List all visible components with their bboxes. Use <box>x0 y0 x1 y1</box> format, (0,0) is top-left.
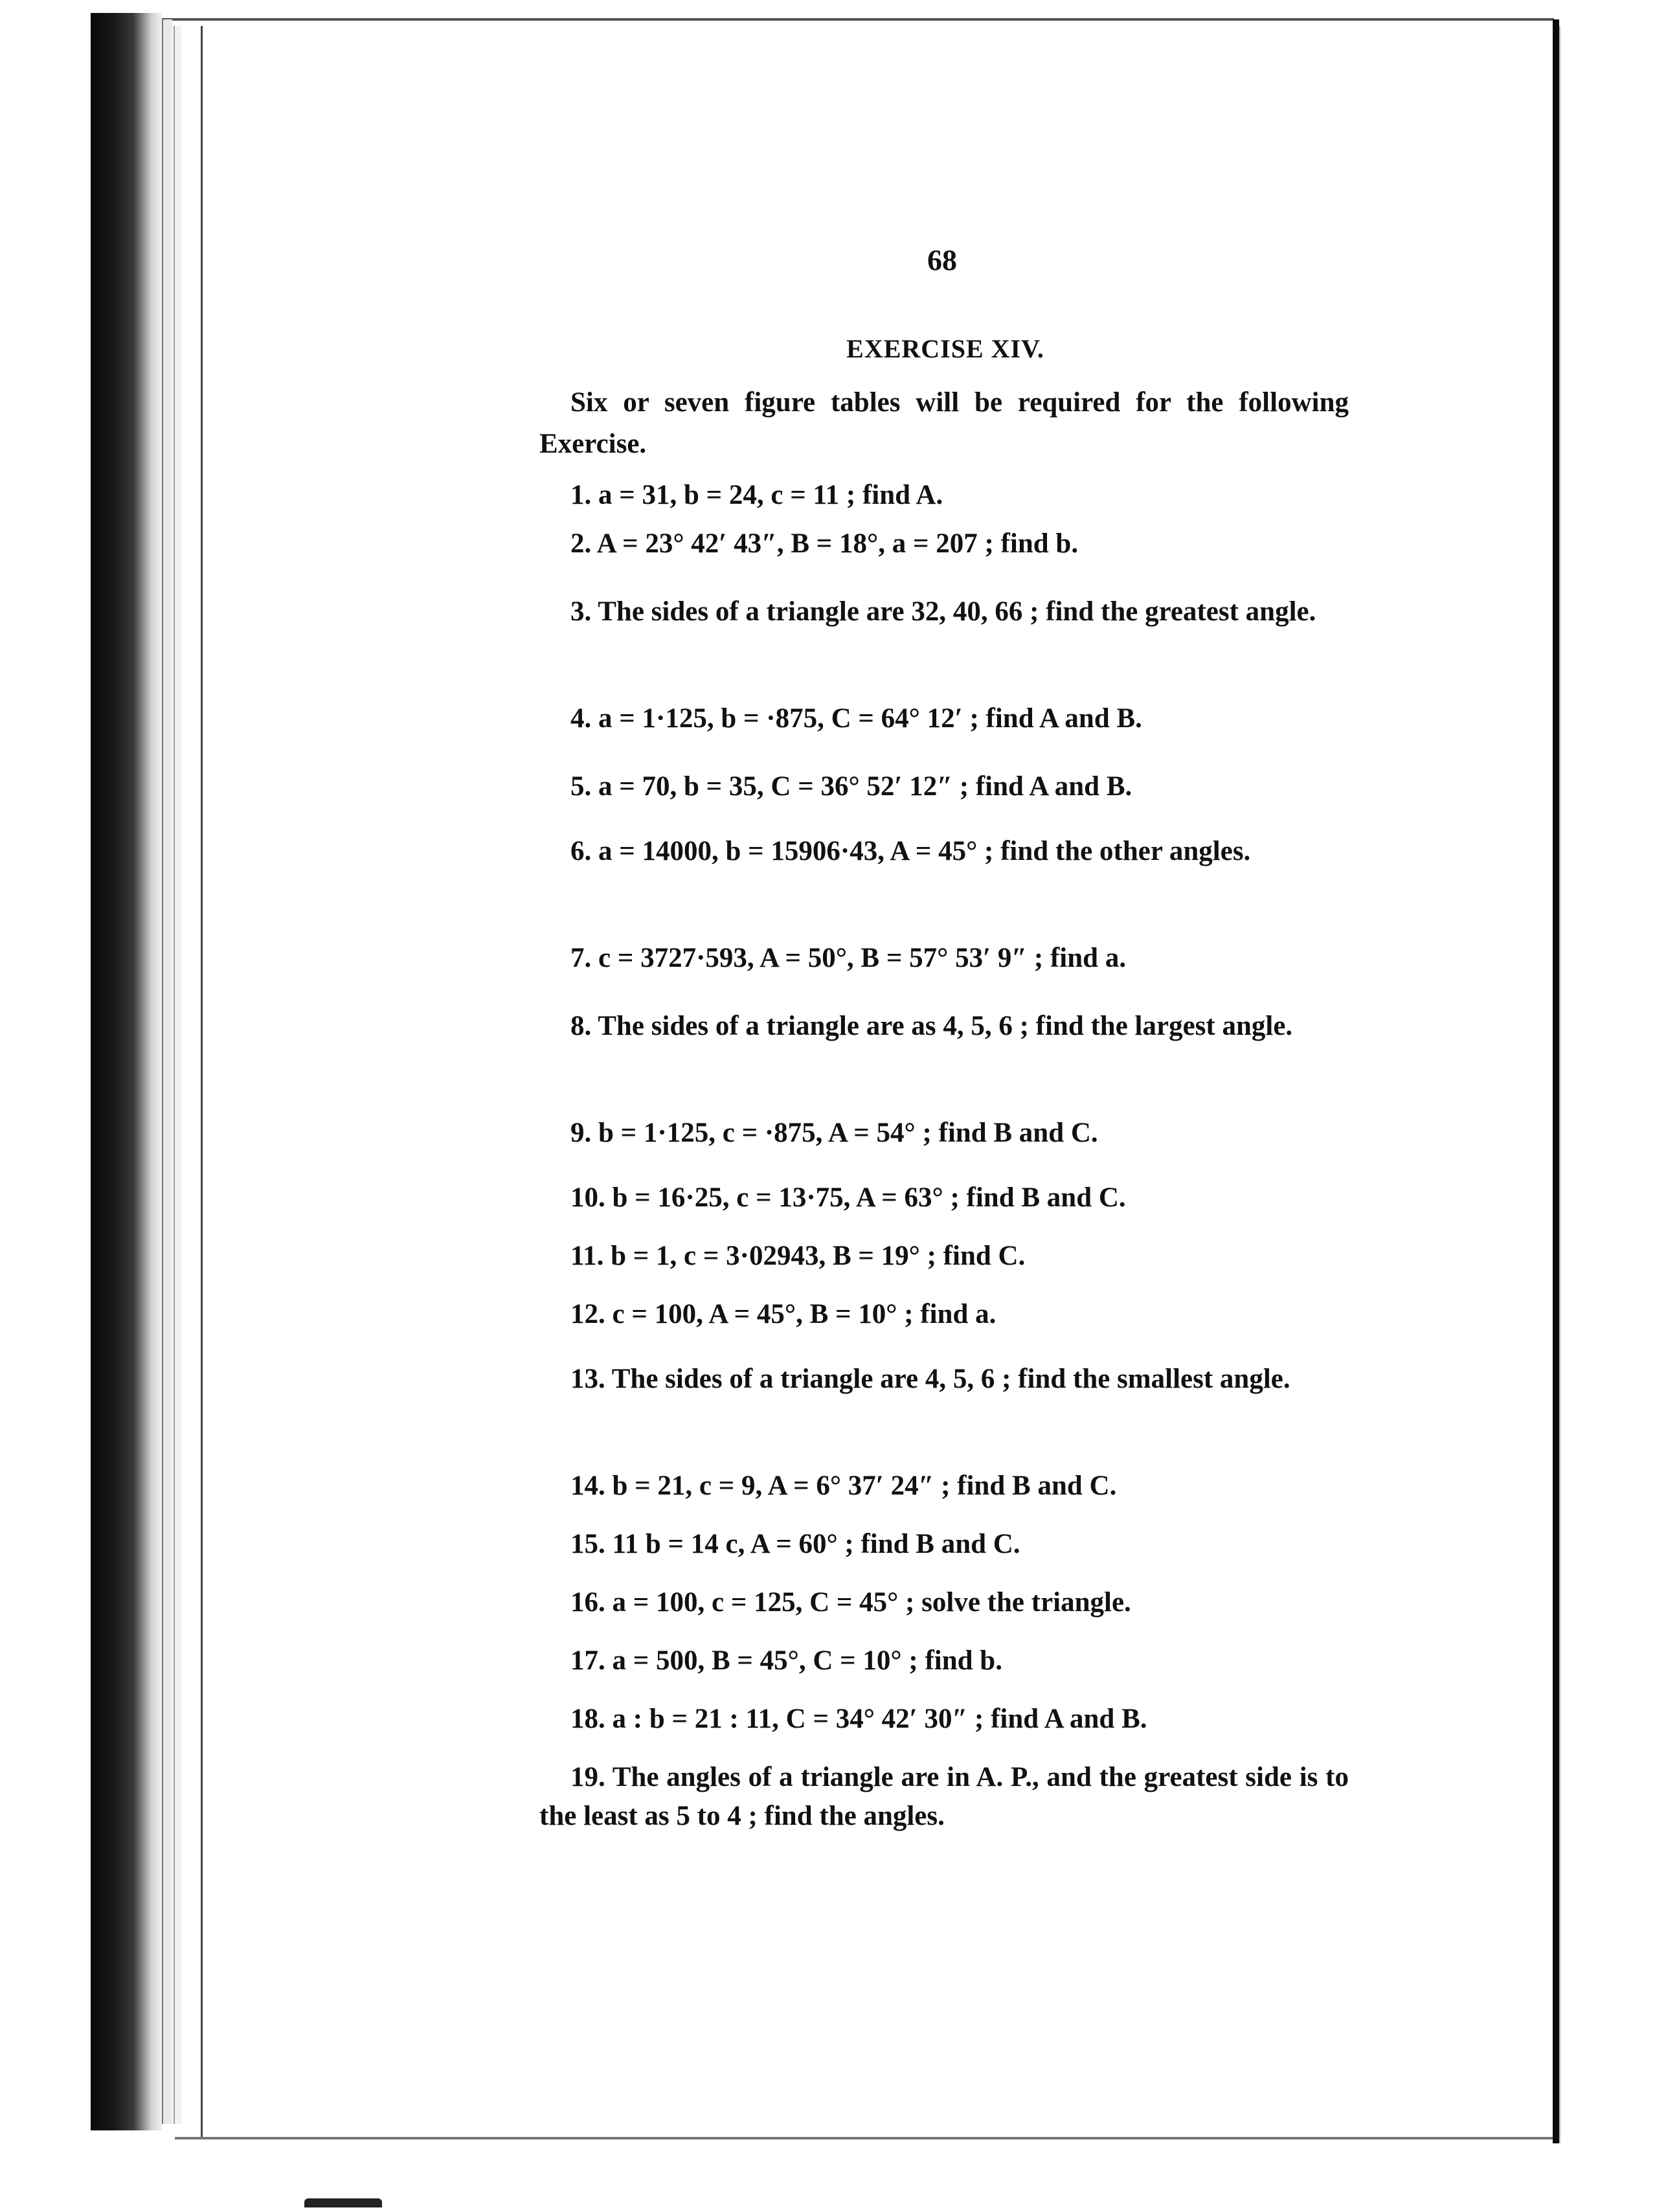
exercise-number: 7. <box>570 943 598 973</box>
exercise-item <box>539 1583 1349 1622</box>
exercise-number: 3. <box>570 596 598 627</box>
exercise-number: 2. <box>570 528 597 559</box>
exercise-item <box>539 1360 1349 1399</box>
exercise-number: 6. <box>570 836 598 866</box>
page-stack-edge <box>174 26 181 2124</box>
exercise-number: 5. <box>570 771 598 802</box>
exercise-item <box>539 1179 1349 1217</box>
exercise-text: c = 100, A = 45°, B = 10° ; find a. <box>612 1299 996 1329</box>
exercise-item <box>539 767 1349 806</box>
exercise-heading: EXERCISE XIV. <box>846 334 1044 363</box>
exercise-text: The angles of a triangle are in A. P., and the greatest side is to the least as 5 to 4 ; find the angles. <box>539 1762 1349 1831</box>
exercise-number: 8. <box>570 1011 598 1041</box>
exercise-item <box>539 1114 1349 1153</box>
exercise-text: a = 31, b = 24, c = 11 ; find A. <box>598 480 943 510</box>
exercise-item <box>539 939 1349 978</box>
exercise-intro: Six or seven figure tables will be required for the following Exercise. <box>539 387 1349 459</box>
exercise-text: a = 500, B = 45°, C = 10° ; find b. <box>612 1645 1002 1676</box>
exercise-number: 1. <box>570 480 598 510</box>
book-spine-shadow <box>91 13 162 2130</box>
exercise-number: 17. <box>570 1645 613 1676</box>
exercise-text: The sides of a triangle are 32, 40, 66 ; find the greatest angle. <box>598 596 1316 627</box>
gutter-shadow <box>1553 19 1559 2143</box>
exercise-text: The sides of a triangle are 4, 5, 6 ; find the smallest angle. <box>611 1364 1290 1394</box>
exercise-number: 9. <box>570 1118 598 1148</box>
exercise-text: b = 1·125, c = ·875, A = 54° ; find B and C. <box>598 1118 1098 1148</box>
page-number: 68 <box>927 243 957 276</box>
exercise-number: 18. <box>570 1704 613 1734</box>
exercise-text: b = 21, c = 9, A = 6° 37′ 24″ ; find B and C. <box>612 1471 1117 1501</box>
exercise-number: 13. <box>570 1364 612 1394</box>
exercise-item <box>539 832 1349 871</box>
exercise-item <box>539 1642 1349 1680</box>
exercise-text: a : b = 21 : 11, C = 34° 42′ 30″ ; find A and B. <box>612 1704 1147 1734</box>
exercise-item <box>539 1758 1349 1836</box>
exercise-number: 14. <box>570 1471 613 1501</box>
exercise-text: 11 b = 14 c, A = 60° ; find B and C. <box>612 1529 1020 1559</box>
facing-page-edge <box>1559 26 1655 2143</box>
exercise-number: 10. <box>570 1182 613 1213</box>
exercise-number: 16. <box>570 1587 613 1618</box>
exercise-item <box>539 1525 1349 1564</box>
exercise-text: c = 3727·593, A = 50°, B = 57° 53′ 9″ ; find a. <box>598 943 1127 973</box>
exercise-item <box>539 1237 1349 1276</box>
scan-smudge <box>304 2198 382 2207</box>
scan-margin-left <box>0 0 91 2212</box>
exercise-number: 11. <box>570 1241 611 1271</box>
exercise-item <box>539 476 1349 515</box>
exercise-text: The sides of a triangle are as 4, 5, 6 ; find the largest angle. <box>598 1011 1293 1041</box>
exercise-text: a = 14000, b = 15906·43, A = 45° ; find the other angles. <box>598 836 1251 866</box>
exercise-text: b = 1, c = 3·02943, B = 19° ; find C. <box>611 1241 1026 1271</box>
page-stack-edge <box>162 19 172 2124</box>
exercise-item <box>539 525 1349 563</box>
exercise-text: A = 23° 42′ 43″, B = 18°, a = 207 ; find b. <box>596 528 1079 559</box>
exercise-text: b = 16·25, c = 13·75, A = 63° ; find B and C. <box>612 1182 1126 1213</box>
exercise-item <box>539 699 1349 738</box>
exercise-item <box>539 1007 1349 1046</box>
exercise-text: a = 100, c = 125, C = 45° ; solve the triangle. <box>612 1587 1131 1618</box>
exercise-item <box>539 1467 1349 1506</box>
exercise-item <box>539 592 1349 631</box>
exercise-number: 19. <box>570 1762 613 1792</box>
exercise-text: a = 1·125, b = ·875, C = 64° 12′ ; find A and B. <box>598 703 1142 734</box>
page-bottom-edge <box>175 2137 1554 2139</box>
page-top-edge <box>162 18 1554 21</box>
exercise-number: 12. <box>570 1299 613 1329</box>
scan-margin-bottom <box>0 2143 1655 2212</box>
exercise-text: a = 70, b = 35, C = 36° 52′ 12″ ; find A and B. <box>598 771 1132 802</box>
exercise-item <box>539 1295 1349 1334</box>
exercise-number: 4. <box>570 703 598 734</box>
exercise-item <box>539 1700 1349 1739</box>
exercise-number: 15. <box>570 1529 613 1559</box>
